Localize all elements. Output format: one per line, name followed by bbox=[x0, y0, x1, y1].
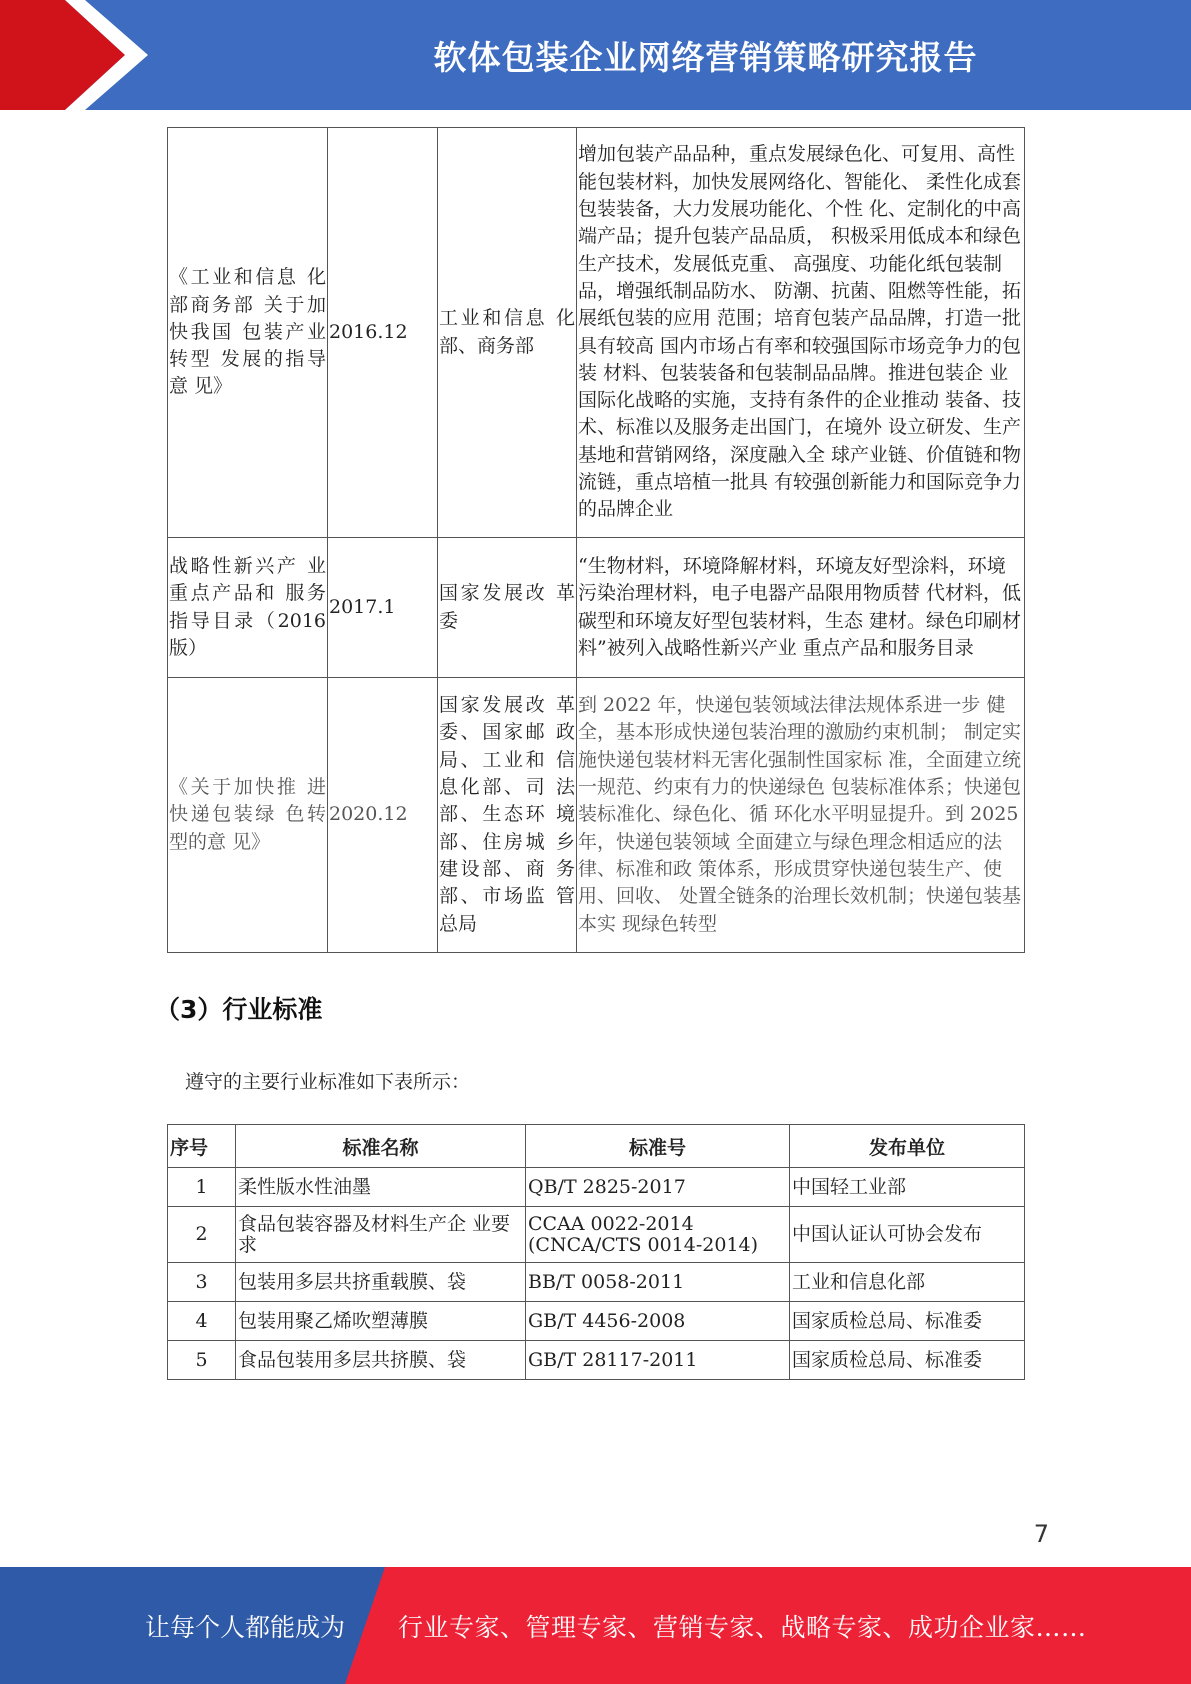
policy-dept-cell: 国家发展改 革委、国家邮 政局、工业和 信息化部、司 法部、生态环 境部、住房城 乡建设部、商 务部、市场监 管总局 bbox=[438, 678, 577, 953]
std-code-cell: CCAA 0022-2014 (CNCA/CTS 0014-2014) bbox=[526, 1207, 790, 1263]
table-row bbox=[168, 1302, 1025, 1341]
table-row bbox=[168, 1168, 1025, 1207]
policy-date-cell: 2020.12 bbox=[328, 678, 438, 953]
std-org-cell: 国家质检总局、标准委 bbox=[790, 1341, 1025, 1380]
policy-table bbox=[167, 127, 1025, 953]
header-cell-code: 标准号 bbox=[526, 1125, 790, 1168]
std-code-cell: GB/T 4456-2008 bbox=[526, 1302, 790, 1341]
table-row bbox=[168, 538, 1025, 678]
table-header-row bbox=[168, 1125, 1025, 1168]
table-row bbox=[168, 1207, 1025, 1263]
header-cell-name: 标准名称 bbox=[236, 1125, 526, 1168]
section-intro: 遵守的主要行业标准如下表所示： bbox=[185, 1071, 471, 1093]
std-no-cell: 4 bbox=[168, 1302, 236, 1341]
std-name-cell: 包装用多层共挤重载膜、袋 bbox=[236, 1263, 526, 1302]
std-no-cell: 3 bbox=[168, 1263, 236, 1302]
table-row bbox=[168, 128, 1025, 538]
policy-content-cell: 到 2022 年，快递包装领域法律法规体系进一步 健全，基本形成快递包装治理的激励约束机制； 制定实施快递包装材料无害化强制性国家标 准，全面建立统一规范、约束有力的快递绿色 包装标准体系；快递包装标准化、绿色化、循 环化水平明显提升。到 2025 年，快递包装领域 全面建立与绿色理念相适应的法律、标准和政 策体系，形成贯穿快递包装生产、使用、回收、 处置全链条的治理长效机制；快递包装基本实 现绿色转型 bbox=[577, 678, 1025, 953]
std-org-cell: 中国认证认可协会发布 bbox=[790, 1207, 1025, 1263]
header-cell-org: 发布单位 bbox=[790, 1125, 1025, 1168]
page-number: 7 bbox=[1033, 1520, 1049, 1548]
report-title: 软体包装企业网络营销策略研究报告 bbox=[433, 37, 978, 77]
policy-dept-cell: 工业和信息 化部、商务部 bbox=[438, 128, 577, 538]
header-cell-no: 序号 bbox=[168, 1125, 236, 1168]
policy-name-cell: 《关于加快推 进快递包装绿 色转型的意 见》 bbox=[168, 678, 328, 953]
std-no-cell: 5 bbox=[168, 1341, 236, 1380]
std-code-cell: QB/T 2825-2017 bbox=[526, 1168, 790, 1207]
policy-content-cell: “生物材料，环境降解材料，环境友好型涂料，环境污染治理材料，电子电器产品限用物质替 代材料，低碳型和环境友好型包装材料，生态 建材。绿色印刷材料”被列入战略性新兴产业 重点产品和服务目录 bbox=[577, 538, 1025, 678]
section-heading: （3）行业标准 bbox=[155, 995, 323, 1024]
table-row bbox=[168, 678, 1025, 953]
footer-slogan-left: 让每个人都能成为 bbox=[145, 1612, 346, 1642]
std-org-cell: 国家质检总局、标准委 bbox=[790, 1302, 1025, 1341]
page-header bbox=[0, 0, 1191, 110]
std-no-cell: 1 bbox=[168, 1168, 236, 1207]
std-name-cell: 食品包装容器及材料生产企 业要求 bbox=[236, 1207, 526, 1263]
std-no-cell: 2 bbox=[168, 1207, 236, 1263]
std-name-cell: 柔性版水性油墨 bbox=[236, 1168, 526, 1207]
policy-content-cell: 增加包装产品品种，重点发展绿色化、可复用、高性能包装材料，加快发展网络化、智能化、 柔性化成套包装装备，大力发展功能化、个性 化、定制化的中高端产品；提升包装产品品质， 积极采用低成本和绿色生产技术，发展低克重、 高强度、功能化纸包装制品，增强纸制品防水、 防潮、抗菌、阻燃等性能，拓展纸包装的应用 范围；培育包装产品品牌，打造一批具有较高 国内市场占有率和较强国际市场竞争力的包装 材料、包装装备和包装制品品牌。推进包装企 业国际化战略的实施，支持有条件的企业推动 装备、技术、标准以及服务走出国门，在境外 设立研发、生产基地和营销网络，深度融入全 球产业链、价值链和物流链，重点培植一批具 有较强创新能力和国际竞争力的品牌企业 bbox=[577, 128, 1025, 538]
std-org-cell: 中国轻工业部 bbox=[790, 1168, 1025, 1207]
page-footer bbox=[0, 1567, 1191, 1684]
table-row bbox=[168, 1263, 1025, 1302]
std-org-cell: 工业和信息化部 bbox=[790, 1263, 1025, 1302]
policy-dept-cell: 国家发展改 革委 bbox=[438, 538, 577, 678]
std-code-cell: GB/T 28117-2011 bbox=[526, 1341, 790, 1380]
footer-slogan-right: 行业专家、管理专家、营销专家、战略专家、成功企业家…… bbox=[398, 1612, 1087, 1642]
policy-name-cell: 战略性新兴产 业重点产品和 服务指导目录（2016 版） bbox=[168, 538, 328, 678]
policy-date-cell: 2017.1 bbox=[328, 538, 438, 678]
policy-date-cell: 2016.12 bbox=[328, 128, 438, 538]
policy-name-cell: 《工业和信息 化部商务部 关于加快我国 包装产业转型 发展的指导意 见》 bbox=[168, 128, 328, 538]
std-name-cell: 食品包装用多层共挤膜、袋 bbox=[236, 1341, 526, 1380]
table-row bbox=[168, 1341, 1025, 1380]
std-name-cell: 包装用聚乙烯吹塑薄膜 bbox=[236, 1302, 526, 1341]
std-code-cell: BB/T 0058-2011 bbox=[526, 1263, 790, 1302]
standards-table bbox=[167, 1124, 1025, 1380]
